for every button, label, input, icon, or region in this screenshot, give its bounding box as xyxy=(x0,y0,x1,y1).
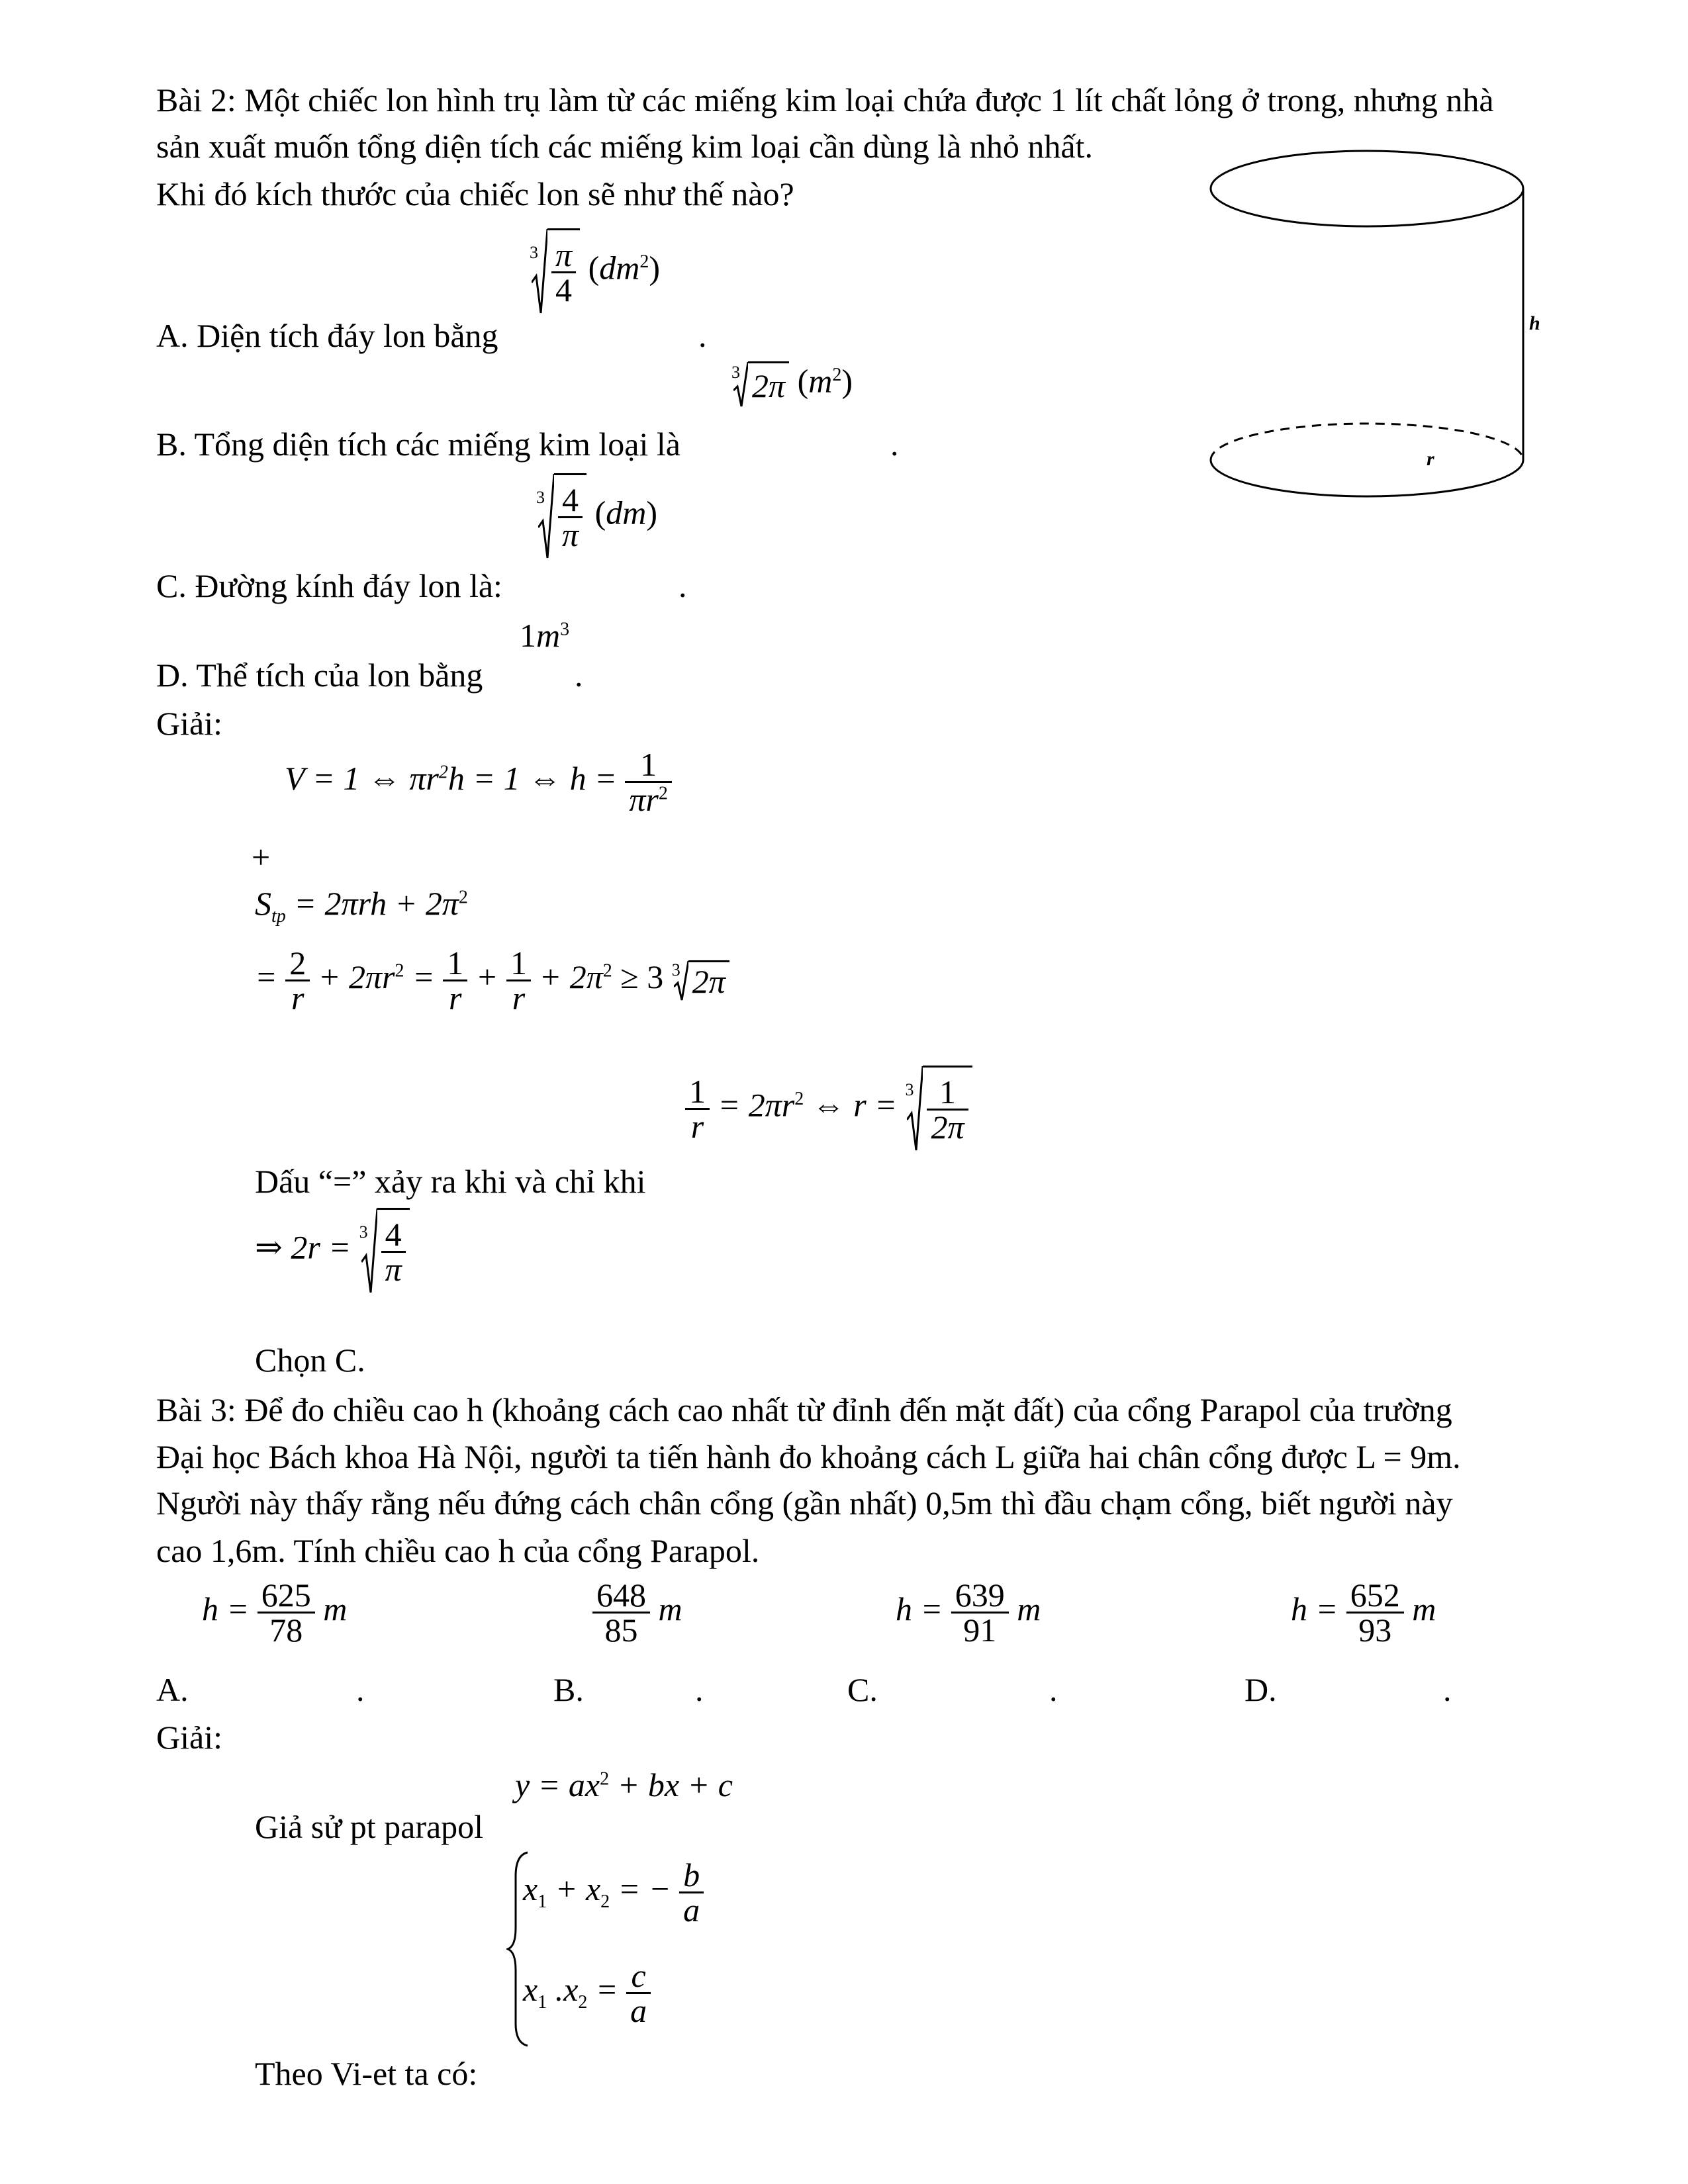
option-a-dot-3: . xyxy=(356,1671,365,1708)
plus-sign: + xyxy=(252,839,271,876)
viet-product: $x_1$ $.x_2$ = $\frac{c}{a}$ xyxy=(523,1959,651,2027)
bai3-line-2: Đại học Bách khoa Hà Nội, người ta tiến hành đo khoảng cách L giữa hai chân cổng được L = 9m. xyxy=(156,1438,1461,1475)
assume-text: Giả sử pt parapol xyxy=(255,1808,484,1845)
formula-a: 3 $\frac{\pi}{4}$ $(dm^2)$ xyxy=(530,228,660,314)
bai2-line-3: Khi đó kích thước của chiếc lon sẽ như thế nào? xyxy=(156,175,794,212)
equation-diameter: ⇒ 2r = 3 $\frac{4}{\pi}$ xyxy=(255,1208,410,1294)
option-a: A. Diện tích đáy lon bằng xyxy=(156,317,498,354)
option-d: D. Thể tích của lon bằng xyxy=(156,657,483,694)
bai3-line-4: cao 1,6m. Tính chiều cao h của cổng Parapol. xyxy=(156,1532,760,1569)
radius-label: r xyxy=(1427,448,1434,470)
bai3-line-1: Bài 3: Để đo chiều cao h (khoảng cách cao nhất từ đỉnh đến mặt đất) của cổng Parapol của trường xyxy=(156,1391,1452,1428)
option-b-dot: . xyxy=(890,426,899,463)
equation-surface: $S_{tp} = 2\pi rh + 2\pi^2$ xyxy=(255,885,468,927)
option-c-label: C. xyxy=(847,1671,878,1708)
option-a-label: A. xyxy=(156,1671,189,1708)
cylinder-figure xyxy=(1198,142,1542,500)
equality-text: Dấu “=” xảy ra khi và chỉ khi xyxy=(255,1163,646,1200)
height-label: h xyxy=(1529,312,1540,334)
bai2-line-2: sản xuất muốn tổng diện tích các miếng kim loại cần dùng là nhỏ nhất. xyxy=(156,128,1093,165)
bai2-solution-label: Giải: xyxy=(156,705,222,742)
equation-volume: V = 1 ⇔ $\pi r^2h = 1$ ⇔ h = $\frac{1}{\pi r^2}$ xyxy=(285,748,672,816)
option-c: C. Đường kính đáy lon là: xyxy=(156,567,502,604)
option-b-formula: $\frac{648}{85}$ m xyxy=(592,1578,682,1647)
option-d-dot: . xyxy=(575,657,583,694)
choose-answer: Chọn C. xyxy=(255,1342,365,1379)
formula-c: 3 $\frac{4}{\pi}$ (dm) xyxy=(536,473,657,559)
formula-d: $1m^3$ xyxy=(520,617,570,654)
bai2-line-1: Bài 2: Một chiếc lon hình trụ làm từ các miếng kim loại chứa được 1 lít chất lỏng ở trong, nhưng nhà xyxy=(156,81,1494,118)
option-c-dot-3: . xyxy=(1049,1671,1058,1708)
bai3-line-3: Người này thấy rằng nếu đứng cách chân cổng (gần nhất) 0,5m thì đầu chạm cổng, biết người này xyxy=(156,1484,1453,1522)
bai3-solution-label: Giải: xyxy=(156,1719,222,1756)
option-a-dot: . xyxy=(698,317,707,354)
parabola-equation: $y = ax^2$ + bx + c xyxy=(515,1766,733,1803)
viet-text: Theo Vi-et ta có: xyxy=(255,2055,478,2092)
equation-equality: $\frac{1}{r}$ = $2\pi r^2$ ⇔ r = 3 $\frac{1}{2\pi}$ xyxy=(685,1066,972,1152)
option-b-dot-3: . xyxy=(695,1671,704,1708)
viet-sum: $x_1 + x_2$ = − $\frac{b}{a}$ xyxy=(523,1858,704,1927)
option-d-formula: h = $\frac{652}{93}$ m xyxy=(1291,1576,1436,1649)
option-b-label: B. xyxy=(553,1671,584,1708)
formula-b: 3 2π $(m^2)$ xyxy=(731,361,853,408)
option-d-dot-3: . xyxy=(1443,1671,1452,1708)
option-d-label: D. xyxy=(1244,1671,1277,1708)
option-c-formula: h = $\frac{639}{91}$ m xyxy=(896,1576,1041,1649)
option-c-dot: . xyxy=(679,567,687,604)
option-b: B. Tổng diện tích các miếng kim loại là xyxy=(156,426,680,463)
option-a-formula: h = $\frac{625}{78}$ m xyxy=(202,1576,348,1649)
equation-surface-expanded: = $\frac{2}{r}$ + $2\pi r^2$ = $\frac{1}{r}$ + $\frac{1}{r}$ + $2\pi^2 \ge 3$ 3 2π xyxy=(255,946,729,1015)
